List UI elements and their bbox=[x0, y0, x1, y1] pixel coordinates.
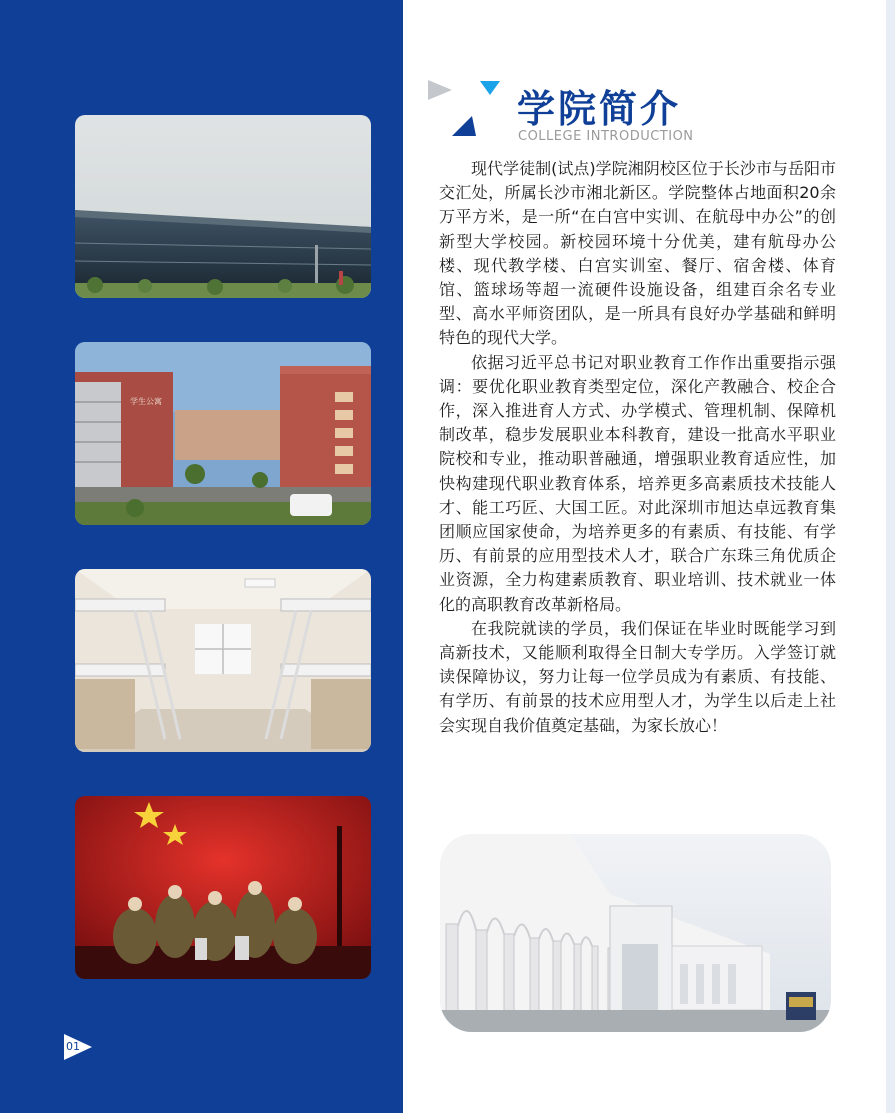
right-edge-strip bbox=[886, 0, 895, 1113]
paragraph: 在我院就读的学员，我们保证在毕业时既能学习到高新技术，又能顺利取得全日制大专学历。入学签订就读保障协议，努力让每一位学员成为有素质、有技能、有学历、有前景的技术应用型人才，为学生以后走上社会实现自我价值奠定基础，为家长放心！ bbox=[439, 618, 836, 735]
title-triangles-icon bbox=[428, 78, 508, 144]
page-number-badge bbox=[64, 1034, 92, 1060]
section-subtitle: COLLEGE INTRODUCTION bbox=[518, 129, 694, 144]
photo-stage-performance bbox=[75, 796, 371, 979]
introduction-text bbox=[439, 157, 836, 738]
section-title: 学院简介 bbox=[517, 87, 682, 131]
paragraph: 依据习近平总书记对职业教育工作作出重要指示强调：要优化职业教育类型定位，深化产教融合、校企合作，深入推进育人方式、办学模式、管理机制、保障机制改革，稳步发展职业本科教育，建设一批高水平职业院校和专业，推动职普融通，增强职业教育适应性，加快构建现代职业教育体系，培养更多高素质技术技能人才、能工巧匠、大国工匠。对此深圳市旭达卓远教育集团顺应国家使命，为培养更多的有素质、有技能、有学历、有前景的应用型技术人才，联合广东珠三角优质企业资源，全力构建素质教育、职业培训、技术就业一体化的高职教育改革新格局。 bbox=[439, 352, 836, 614]
paragraph: 现代学徒制(试点)学院湘阴校区位于长沙市与岳阳市交汇处，所属长沙市湘北新区。学院整体占地面积20余万平方米，是一所“在白宫中实训、在航母中办公”的创新型大学校园。新校园环境十分优美，建有航母办公楼、现代教学楼、白宫实训室、餐厅、宿舍楼、体育馆、篮球场等超一流硬件设施设备，组建百余名专业型、高水平师资团队，是一所具有良好办学基础和鲜明特色的现代大学。 bbox=[439, 159, 836, 348]
photo-carrier-building bbox=[75, 115, 371, 298]
photo-campus-buildings bbox=[75, 342, 371, 525]
photo-building-sign: 学生公寓 bbox=[130, 397, 162, 406]
page-number: 01 bbox=[66, 1040, 80, 1053]
photo-dormitory bbox=[75, 569, 371, 752]
photo-colonnade bbox=[440, 834, 831, 1032]
